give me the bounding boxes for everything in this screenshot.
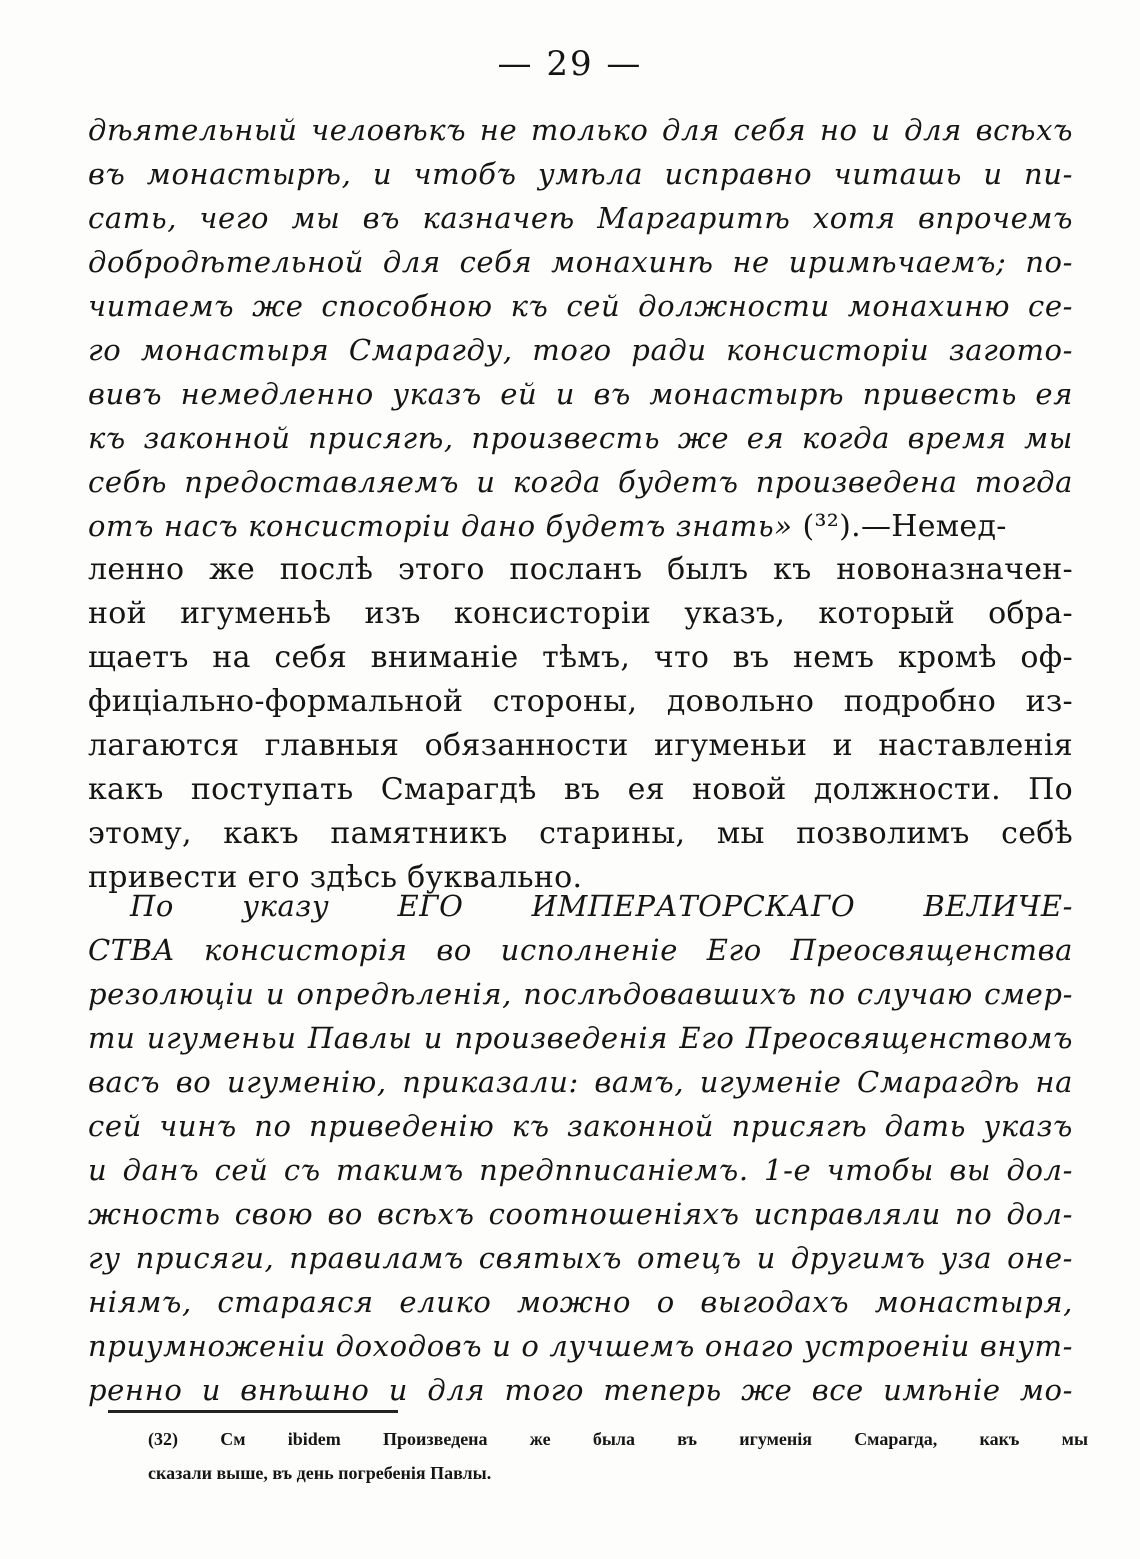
text-line: ти игуменьи Павлы и произведенія Его Преосвященствомъ — [88, 1021, 1073, 1055]
text-line: приумноженіи доходовъ и о лучшемъ онаго устроеніи внут- — [88, 1329, 1073, 1363]
text-line: привести его здѣсь буквально. — [88, 860, 583, 895]
page-number: — 29 — — [497, 44, 643, 84]
text-line: ніямъ, стараяся елико можно о выгодахъ монастыря, — [88, 1285, 1073, 1319]
footnote-reference: (³²). — [802, 509, 861, 544]
mixed-text-line — [88, 504, 1073, 548]
footnote-divider — [108, 1410, 398, 1413]
text-line: вивъ немедленно указъ ей и въ монастырѣ привесть ея — [88, 377, 1073, 411]
text-line: резолюціи и опредѣленія, послѣдовавшихъ по случаю смер- — [88, 977, 1073, 1011]
text-line: читаемъ же способною къ сей должности монахиню се- — [88, 289, 1073, 323]
paragraph-start: —Немед- — [860, 509, 1007, 544]
text-line: го монастыря Смарагду, того ради консисторіи загото- — [88, 333, 1073, 367]
text-line: СТВА консисторія во исполненіе Его Преосвященства — [88, 933, 1073, 967]
text-line: какъ поступать Смарагдѣ въ ея новой должности. По — [88, 772, 1073, 807]
text-line: По указу ЕГО ИМПЕРАТОРСКАГО ВЕЛИЧЕ- — [130, 889, 1073, 923]
text-line: фиціально-формальной стороны, довольно подробно из- — [88, 684, 1073, 719]
text-line: щаетъ на себя вниманіе тѣмъ, что въ немъ кромѣ оф- — [88, 640, 1073, 675]
text-line: васъ во игуменію, приказали: вамъ, игуменіе Смарагдѣ на — [88, 1065, 1073, 1099]
text-line: къ законной присягѣ, произвесть же ея когда время мы — [88, 421, 1073, 455]
footnote-line: сказали выше, въ день погребенія Павлы. — [148, 1463, 492, 1483]
footnote — [148, 1422, 1088, 1490]
text-line: въ монастырѣ, и чтобъ умѣла исправно читашь и пи- — [88, 157, 1073, 191]
text-line: и данъ сей съ такимъ предпписаніемъ. 1-е чтобы вы дол- — [88, 1153, 1073, 1187]
quote-end: отъ насъ консисторіи дано будетъ знать» — [88, 509, 793, 543]
text-line: сей чинъ по приведенію къ законной присягѣ дать указъ — [88, 1109, 1073, 1143]
quote-italic-block — [88, 108, 1073, 548]
text-line: жность свою во всѣхъ соотношеніяхъ исправляли по дол- — [88, 1197, 1073, 1231]
text-line: этому, какъ памятникъ старины, мы позволимъ себѣ — [88, 816, 1073, 851]
text-line: дѣятельный человѣкъ не только для себя но и для всѣхъ — [88, 113, 1073, 147]
decree-italic-block — [88, 884, 1073, 1412]
footnote-line: (32) См ibidem Произведена же была въ игуменія Смарагда, какъ мы — [148, 1429, 1088, 1449]
text-line: ленно же послѣ этого посланъ былъ къ новоназначен- — [88, 552, 1073, 587]
text-line: ной игуменьѣ изъ консисторіи указъ, который обра- — [88, 596, 1073, 631]
text-line: себѣ предоставляемъ и когда будетъ произведена тогда — [88, 465, 1073, 499]
text-line: ренно и внѣшно и для того теперь же все имѣніе мо- — [88, 1373, 1073, 1407]
text-line: лагаются главныя обязанности игуменьи и наставленія — [88, 728, 1073, 763]
body-paragraph — [88, 548, 1073, 900]
text-line: гу присяги, правиламъ святыхъ отецъ и другимъ уза оне- — [88, 1241, 1073, 1275]
text-line: сать, чего мы въ казначеѣ Маргаритѣ хотя впрочемъ — [88, 201, 1073, 235]
text-line: добродѣтельной для себя монахинѣ не иримѣчаемъ; по- — [88, 245, 1073, 279]
